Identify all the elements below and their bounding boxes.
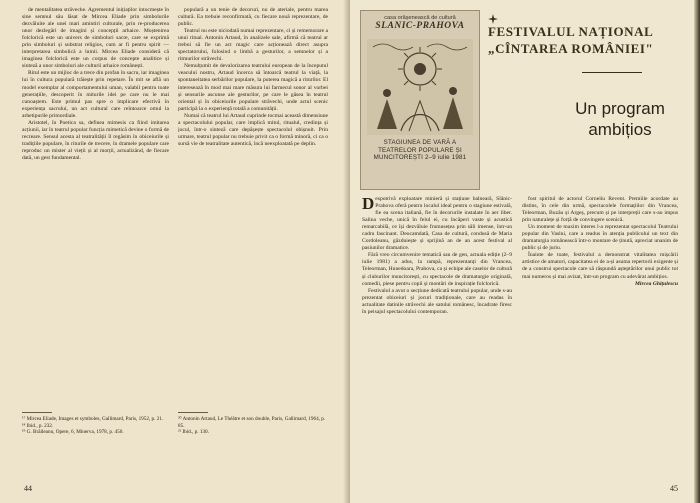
footnotes-left (22, 416, 169, 476)
drop-cap: D (362, 196, 375, 213)
footnote-rule (178, 412, 208, 413)
poster-heading: casa orășenească de cultură (384, 15, 456, 21)
paragraph: Înainte de toate, festivalul a demonstrat vitalitatea mișcării artistice de amatori, capacitatea ei de a-și asuma repertorii exigente și de a construi spectacole care să răspundă așteptărilor unui public tot mai numeros și mai avizat, într-un program cu adevărat ambițios. (522, 252, 678, 280)
footnote-rule (22, 412, 52, 413)
right-page (350, 0, 700, 503)
paragraph: Festivalul a avut o secțiune dedicată teatrului popular, unde s-au prezentat obiceiuri și jocuri tradiționale, care au readus în actualitate datinile străvechi ale satului românesc, încadrate firesc în peisajul spectacolului contemporan. (362, 287, 512, 315)
paragraph: Aristotel, în Poetica sa, definea mimesis ca fiind imitarea acțiunii, iar în teatrul popular funcția mimetică devine o formă de recreare. Sensul acesta al teatralității îl regăsim în obiceiurile și tradițiile populare, în riturile de trecere, în dramele populare care reproduc un mister al vieții și al morții, actualizând, de fiecare dată, un gest fundamental. (22, 119, 169, 161)
headline-rule (582, 72, 642, 73)
paragraph: fost spiritul de actorul Corneliu Revent. Premiile acordate au distins, în cele din urmă, spectacolele formațiilor din Vrancea, Teleorman, Buzău și Argeș, precum și pe interpreții care s-au impus prin naturalețe și forță de convingere scenică. (522, 196, 678, 224)
paragraph: Nemulțumit de devalorizarea teatrului european de la începutul veacului nostru, Artaud încerca să întoarcă teatrul la viață, la spontaneitatea serbărilor populare, la puterea magică a riturilor. El interesează în mod mai mare măsura lui farmecul sonor al vorbei și sensurile ascunse ale gesturilor, pe care le găsea în teatrul oriental și în obiceiurile populare străvechi, unde actul scenic participă la o experiență totală a comunității. (178, 63, 328, 112)
footnote: ¹⁷ Mircea Eliade, Images et symboles, Gallimard, Paris, 1952, p. 21. (22, 416, 164, 422)
paragraph: Fără vreo circumvenire tematică sau de gen, actuala ediție (2–9 iulie 1981) a adus, la rampă, reprezentanți din Vrancea, Teleorman, Hunedoara, Prahova, ca și echipe ale caselor de cultură și cluburilor muncitorești, cu spectacole de dramaturgie originală, comedii, piese pentru copii și montări de inspirație folclorică. (362, 252, 512, 287)
page-number-left: 44 (24, 484, 32, 493)
ornament-icon (488, 14, 498, 24)
page-edge (694, 0, 700, 503)
footnote: ¹⁹ G. Brăileanu, Opere, 6, Minerva, 1978, p. 450. (22, 429, 124, 436)
headline-line-1: FESTIVALUL NAȚIONAL (488, 24, 654, 39)
footnote: ²⁰ Antonin Artaud, Le Théâtre et son double, Paris, Gallimard, 1964, p. 85. (178, 416, 326, 429)
festival-poster (360, 10, 480, 190)
paragraph-text: espotrivă exploatare minieră și stațiune balneară, Slănic-Prahova oferă pentru localul ideal pentru o stagiune estivală, fie ea scena italiană, fie în decorurile instalate în aer liber. Salina veche, unică în felul ei, cu încăperi vaste și acustică remarcabilă, ce își dezvăluie frumusețea prin săli imense, într-un cadru fascinant. Deocamdată, Casa de cultură, condusă de Maria Cordoleanu, găzduiește și sprijină an de an acest festival al pasiunilor dramatice. (362, 196, 512, 252)
paragraph: populară a un tenie de decoruri, nu de ateriale, pentru marea cultură. Ea trebuie reconfirmată, cu fiecare nouă reprezentare, de public. (178, 7, 328, 28)
left-page-column-1 (22, 7, 169, 401)
author-signature: Mircea Ghițulescu (634, 280, 678, 287)
poster-footer: STAGIUNEA DE VARĂ A TEATRELOR POPULARE ȘI MUNCITOREȘTI 2–9 iulie 1981 (373, 139, 467, 162)
paragraph: Ritul este un mijloc de a trece din profan în sacru, iar imaginea lui în cultura populară trăiește prin repetare. În mit se află un model exemplar al comportamentului uman, valabil pentru toate generațiile, descoperit în miturile idei pe care nu le mai cunoaștem. Este primul pas spre o implicare efectivă în experiența sacrului, un act cultural care reîntoarce omul la arhetipurile primordiale. (22, 70, 169, 119)
poster-illustration (367, 39, 473, 135)
paragraph: Un moment de maxim interes l-a reprezentat spectacolul Teatrului popular din Vaslui, care a readus în atenția publicului un text din dramaturgia românească într-o montare de ținută, apreciat unanim de public și de juriu. (522, 224, 678, 252)
footnotes-right (178, 416, 328, 476)
paragraph: de mentalitatea străveche. Agrementul inițiaților intocmește în sine semnul său lăsat de Mircea Eliade prin simbolurile dezvăluite ale unei mari amintiri culturale, prin re-producerea unor dezlegări de imagini și concepții arhaice. Moștenirea folclorică este un univers de simboluri sacre, care se exprimă prin simboluri și substrat religios, cum ar fi pentru spirit — interpretarea simbolică a lumii. Mircea Eliade consideră că imaginea folclorică este un corpus de concepte analitice și sinteză a unor simboluri ale culturii arhaice românești. (22, 7, 169, 70)
right-page-column-1 (362, 196, 512, 478)
right-page-column-2 (522, 196, 678, 470)
footnote: ¹⁸ Ibid., p. 232. (22, 422, 54, 429)
paragraph: Teatrul nu este niciodată numai reprezentare, ci și rememorare a unui ritual. Antonin Artaud, în analizele sale, afirmă că teatrul ar trebui să fie un act magic care acționează direct asupra spectatorului, folosind o limbă a gesturilor, a semnelor și a ritmurilor străvechi. (178, 28, 328, 63)
paragraph: Numai că teatrul lui Artaud cuprinde tocmai această dimensiune a spectacolului popular, care implică mitul, ritualul, credința și jocul, într-o sinteză care depășește spectacolul obișnuit. Prin urmare, teatrul popular nu trebuie privit ca o formă minoră, ci ca o sursă vie de teatralitate autentică, încă neexploatată pe deplin. (178, 112, 328, 147)
article-subtitle: Un program ambițios (575, 99, 665, 139)
article-headline (488, 24, 688, 57)
headline-line-2: „CÎNTAREA ROMÂNIEI" (488, 41, 654, 56)
page-number-right: 45 (670, 484, 678, 493)
left-page-column-2 (178, 7, 328, 401)
footnote: ²¹ Ibid., p. 130. (178, 429, 209, 436)
poster-city: SLANIC-PRAHOVA (375, 21, 465, 31)
paragraph (362, 196, 512, 252)
